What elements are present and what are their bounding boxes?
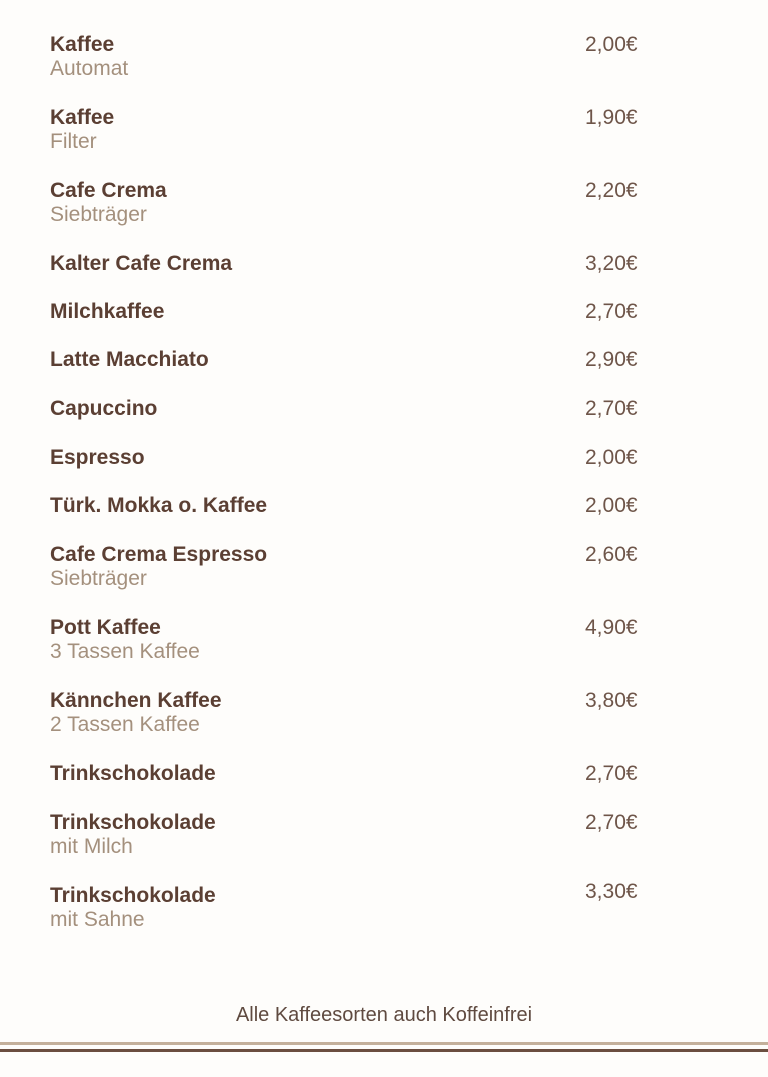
- item-price: 2,00€: [585, 446, 638, 469]
- item-name: Latte Macchiato: [50, 348, 209, 371]
- item-name: Kalter Cafe Crema: [50, 252, 233, 275]
- item-name: Cafe Crema Espresso: [50, 543, 268, 566]
- footer-note: Alle Kaffeesorten auch Koffeinfrei: [235, 1004, 533, 1026]
- item-price: 1,90€: [585, 106, 638, 129]
- item-price: 3,80€: [585, 689, 638, 712]
- item-price: 2,70€: [585, 397, 638, 420]
- item-price: 3,20€: [585, 252, 638, 275]
- item-description: Automat: [50, 57, 129, 80]
- divider-line-light: [0, 1042, 768, 1045]
- item-description: 2 Tassen Kaffee: [50, 713, 200, 736]
- item-name: Trinkschokolade: [50, 811, 216, 834]
- item-name: Kaffee: [50, 33, 115, 56]
- divider-line-dark: [0, 1049, 768, 1052]
- item-price: 3,30€: [585, 880, 638, 903]
- item-name: Türk. Mokka o. Kaffee: [50, 494, 268, 517]
- item-price: 2,70€: [585, 762, 638, 785]
- item-price: 2,20€: [585, 179, 638, 202]
- item-name: Pott Kaffee: [50, 616, 161, 639]
- item-name: Kännchen Kaffee: [50, 689, 222, 712]
- item-name: Capuccino: [50, 397, 158, 420]
- item-name: Espresso: [50, 446, 145, 469]
- item-price: 2,70€: [585, 811, 638, 834]
- item-name: Trinkschokolade: [50, 884, 216, 907]
- item-price: 2,60€: [585, 543, 638, 566]
- item-price: 2,70€: [585, 300, 638, 323]
- item-description: mit Milch: [50, 835, 133, 858]
- item-name: Kaffee: [50, 106, 115, 129]
- item-description: mit Sahne: [50, 908, 145, 931]
- item-description: Filter: [50, 130, 97, 153]
- item-price: 2,00€: [585, 494, 638, 517]
- item-name: Cafe Crema: [50, 179, 167, 202]
- item-price: 2,00€: [585, 33, 638, 56]
- item-name: Trinkschokolade: [50, 762, 216, 785]
- item-description: Siebträger: [50, 567, 147, 590]
- item-name: Milchkaffee: [50, 300, 165, 323]
- item-description: 3 Tassen Kaffee: [50, 640, 200, 663]
- item-price: 2,90€: [585, 348, 638, 371]
- item-description: Siebträger: [50, 203, 147, 226]
- item-price: 4,90€: [585, 616, 638, 639]
